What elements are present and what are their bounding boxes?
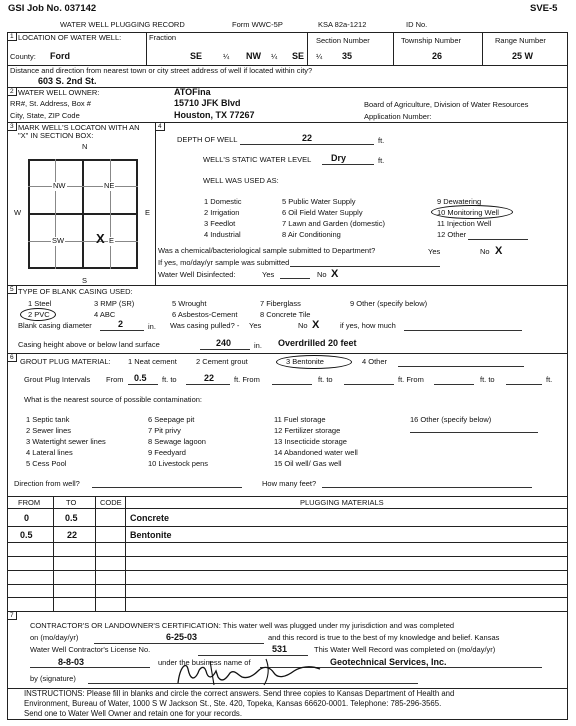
township-label: Township Number [401, 36, 462, 45]
instructions-line-2: Environment, Bureau of Water, 1000 S W Jackson St., Ste. 420, Topeka, Kansas 66620-0001. Telephone: 785-296-3565. [24, 699, 442, 708]
pulled-yes[interactable]: Yes [249, 321, 262, 330]
grout-other[interactable]: 4 Other [362, 357, 388, 366]
chem-yes[interactable]: Yes [428, 247, 441, 256]
contam-insecticide-storage[interactable]: 13 Insecticide storage [274, 437, 347, 446]
fraction-label: Fraction [149, 33, 177, 42]
diameter-label: Blank casing diameter [18, 321, 92, 330]
static-level-value: Dry [331, 153, 347, 163]
township-value: 26 [432, 51, 443, 61]
row-1-material: Concrete [130, 513, 170, 523]
chem-no[interactable]: No [480, 247, 490, 256]
id-no-label: ID No. [406, 20, 428, 29]
section-4-number: 4 [156, 123, 165, 131]
range-value: 25 W [512, 51, 534, 61]
form-code: SVE-5 [530, 3, 558, 14]
address-value: 15710 JFK Blvd [174, 98, 241, 108]
board-label: Board of Agriculture, Division of Water Resources [364, 100, 529, 109]
row-2-material: Bentonite [130, 530, 172, 540]
job-number: GSI Job No. 037142 [8, 3, 97, 14]
quarter-2: NW [246, 51, 261, 61]
record-completed-label: This Water Well Record was completed on (mo/day/yr) [314, 645, 496, 654]
ksa-ref: KSA 82a-1212 [318, 20, 367, 29]
row-2-to: 22 [67, 530, 78, 540]
how-much-label: if yes, how much [340, 321, 396, 330]
casing-concrete-tile[interactable]: 8 Concrete Tile [260, 310, 311, 319]
contam-fertilizer-storage[interactable]: 12 Fertilizer storage [274, 426, 341, 435]
county-value: Ford [50, 51, 70, 61]
ne-label: NE [104, 181, 115, 190]
grout-intervals-label: Grout Plug Intervals [24, 375, 91, 384]
ft-label: ft. [378, 136, 385, 145]
monitoring-well-circle [431, 205, 513, 219]
ft-to-label: ft. to [162, 375, 177, 384]
contamination-question: What is the nearest source of possible contamination: [24, 395, 203, 404]
chem-no-mark: X [495, 245, 503, 257]
owner-value: ATOFina [174, 87, 211, 97]
license-number: 531 [272, 644, 288, 654]
col-from-header: FROM [18, 498, 41, 507]
contam-feedyard[interactable]: 9 Feedyard [148, 448, 186, 457]
contam-livestock-pens[interactable]: 10 Livestock pens [148, 459, 209, 468]
disinfected-no[interactable]: No [317, 270, 327, 279]
section-1-number: 1 [8, 33, 17, 41]
ft-from-label: ft. From [398, 375, 424, 384]
quarter-1: SE [190, 51, 203, 61]
row-2-from: 0.5 [20, 530, 33, 540]
section-5-number: 5 [8, 286, 17, 294]
casing-abc[interactable]: 4 ABC [94, 310, 116, 319]
disinfected-no-mark: X [331, 268, 339, 280]
use-other[interactable]: 12 Other [437, 230, 467, 239]
interval-1-from: 0.5 [134, 373, 147, 383]
use-irrigation[interactable]: 2 Irrigation [204, 208, 240, 217]
city-value: Houston, TX 77267 [174, 110, 255, 120]
sample-date-label: If yes, mo/day/yr sample was submitted [158, 258, 290, 267]
direction-label: Direction from well? [14, 479, 80, 488]
distance-value: 603 S. 2nd St. [38, 76, 97, 86]
in-label: in. [148, 322, 156, 331]
casing-height-value: 240 [216, 338, 232, 348]
section-7-number: 7 [8, 612, 17, 620]
pulled-no[interactable]: No [298, 321, 308, 330]
quarter-symbol: ¼ [271, 52, 278, 61]
disinfected-label: Water Well Disinfected: [158, 270, 236, 279]
east-label: E [145, 208, 151, 217]
contam-seepage-pit[interactable]: 6 Seepage pit [148, 415, 195, 424]
how-many-feet-label: How many feet? [262, 479, 317, 488]
signature-image [170, 657, 330, 689]
instructions-line-1: INSTRUCTIONS: Please fill in blanks and circle the correct answers. Send three copies to Kansas Department of Health and [24, 689, 455, 698]
chem-sample-question: Was a chemical/bacteriological sample submitted to Department? [158, 246, 376, 255]
static-level-label: WELL'S STATIC WATER LEVEL [203, 155, 312, 164]
grout-label: GROUT PLUG MATERIAL: [20, 357, 111, 366]
casing-pvc[interactable]: 2 PVC [28, 310, 50, 319]
business-name-label: under the business name of [158, 658, 251, 667]
ft-from-label: ft. From [234, 375, 260, 384]
completed-date: 6-25-03 [166, 632, 198, 642]
contam-fuel-storage[interactable]: 11 Fuel storage [274, 415, 326, 424]
use-industrial[interactable]: 4 Industrial [204, 230, 241, 239]
ft-label: ft. [546, 375, 553, 384]
use-monitoring-well[interactable]: 10 Monitoring Well [437, 208, 499, 217]
grout-bentonite[interactable]: 3 Bentonite [286, 357, 324, 366]
casing-asbestos[interactable]: 6 Asbestos-Cement [172, 310, 238, 319]
in-label: in. [254, 341, 262, 350]
west-label: W [14, 208, 22, 217]
contam-sewer-lines[interactable]: 2 Sewer lines [26, 426, 72, 435]
col-to-header: TO [66, 498, 77, 507]
use-dewatering[interactable]: 9 Dewatering [437, 197, 482, 206]
use-injection-well[interactable]: 11 Injection Well [437, 219, 492, 228]
ft-to-label: ft. to [480, 375, 495, 384]
se-label: E [109, 236, 115, 245]
contam-abandoned-well[interactable]: 14 Abandoned water well [274, 448, 358, 457]
section-number-label: Section Number [316, 36, 370, 45]
north-label: N [82, 142, 88, 151]
diameter-value: 2 [118, 319, 124, 329]
casing-wrought[interactable]: 5 Wrought [172, 299, 207, 308]
nw-label: NW [53, 181, 66, 190]
ft-label: ft. [378, 156, 385, 165]
record-date: 8-8-03 [58, 657, 85, 667]
use-air-conditioning[interactable]: 8 Air Conditioning [282, 230, 341, 239]
ft-to-label: ft. to [318, 375, 333, 384]
distance-label: Distance and direction from nearest town or city street address of well if located within city? [10, 66, 313, 75]
casing-type-label: TYPE OF BLANK CASING USED: [18, 287, 133, 296]
use-oil-field[interactable]: 6 Oil Field Water Supply [282, 208, 363, 217]
pulled-no-mark: X [312, 319, 320, 331]
section-3-number: 3 [8, 123, 17, 131]
completed-on-label: on (mo/day/yr) [30, 633, 79, 642]
contam-lateral-lines[interactable]: 4 Lateral lines [26, 448, 73, 457]
use-feedlot[interactable]: 3 Feedlot [204, 219, 236, 228]
casing-pulled-question: Was casing pulled? - [170, 321, 240, 330]
pvc-circle [20, 308, 56, 321]
depth-value: 22 [302, 133, 313, 143]
grout-cement-grout[interactable]: 2 Cement grout [196, 357, 248, 366]
col-materials-header: PLUGGING MATERIALS [300, 498, 384, 507]
section-6-number: 6 [8, 354, 17, 362]
disinfected-yes[interactable]: Yes [262, 270, 275, 279]
col-code-header: CODE [100, 498, 122, 507]
sw-label: SW [52, 236, 65, 245]
section-value: 35 [342, 51, 353, 61]
instructions-line-3: Send one to Water Well Owner and retain one for your records. [24, 709, 242, 718]
form-number: Form WWC-5P [232, 20, 283, 29]
location-label: LOCATION OF WATER WELL: [18, 33, 122, 42]
form-title: WATER WELL PLUGGING RECORD [60, 20, 185, 29]
contam-watertight-sewer[interactable]: 3 Watertight sewer lines [26, 437, 106, 446]
casing-steel[interactable]: 1 Steel [28, 299, 52, 308]
owner-label: WATER WELL OWNER: [18, 88, 100, 97]
bentonite-circle [276, 355, 352, 369]
casing-height-label: Casing height above or below land surface [18, 340, 160, 349]
county-label: County: [10, 52, 36, 61]
row-1-from: 0 [24, 513, 30, 523]
quarter-3: SE [292, 51, 305, 61]
contam-cess-pool[interactable]: 5 Cess Pool [26, 459, 67, 468]
mark-label-2: "X" IN SECTION BOX: [18, 131, 94, 140]
casing-rmp[interactable]: 3 RMP (SR) [94, 299, 135, 308]
casing-fiberglass[interactable]: 7 Fiberglass [260, 299, 301, 308]
quarter-symbol: ¼ [316, 52, 323, 61]
contam-pit-privy[interactable]: 7 Pit privy [148, 426, 181, 435]
application-number-label: Application Number: [364, 112, 432, 121]
section-2-number: 2 [8, 88, 17, 96]
contam-oil-gas-well[interactable]: 15 Oil well/ Gas well [274, 459, 342, 468]
from-label: From [106, 375, 124, 384]
overdrilled-note: Overdrilled 20 feet [278, 338, 357, 348]
contam-septic-tank[interactable]: 1 Septic tank [26, 415, 70, 424]
city-label: City, State, ZIP Code [10, 111, 80, 120]
mark-label-1: MARK WELL'S LOCATON WITH AN [18, 123, 140, 132]
business-name: Geotechnical Services, Inc. [330, 657, 447, 667]
use-public-water[interactable]: 5 Public Water Supply [282, 197, 356, 206]
use-domestic[interactable]: 1 Domestic [204, 197, 242, 206]
row-1-to: 0.5 [65, 513, 78, 523]
range-label: Range Number [495, 36, 546, 45]
license-label: Water Well Contractor's License No. [30, 645, 151, 654]
signature-label: by (signature) [30, 674, 76, 683]
use-lawn-garden[interactable]: 7 Lawn and Garden (domestic) [282, 219, 385, 228]
interval-1-to: 22 [204, 373, 215, 383]
certification-text: CONTRACTOR'S OR LANDOWNER'S CERTIFICATION: This water well was plugged under my jurisdiction and was completed [30, 621, 455, 630]
grout-neat-cement[interactable]: 1 Neat cement [128, 357, 177, 366]
contam-sewage-lagoon[interactable]: 8 Sewage lagoon [148, 437, 206, 446]
casing-other[interactable]: 9 Other (specify below) [350, 299, 428, 308]
true-record-text: and this record is true to the best of my knowledge and belief. Kansas [268, 633, 500, 642]
depth-label: DEPTH OF WELL [177, 135, 238, 144]
used-as-label: WELL WAS USED AS: [203, 176, 279, 185]
address-label: RR#, St. Address, Box # [10, 99, 91, 108]
well-location-mark: X [96, 231, 105, 246]
south-label: S [82, 276, 88, 285]
quarter-symbol: ¼ [223, 52, 230, 61]
contam-other[interactable]: 16 Other (specify below) [410, 415, 492, 424]
